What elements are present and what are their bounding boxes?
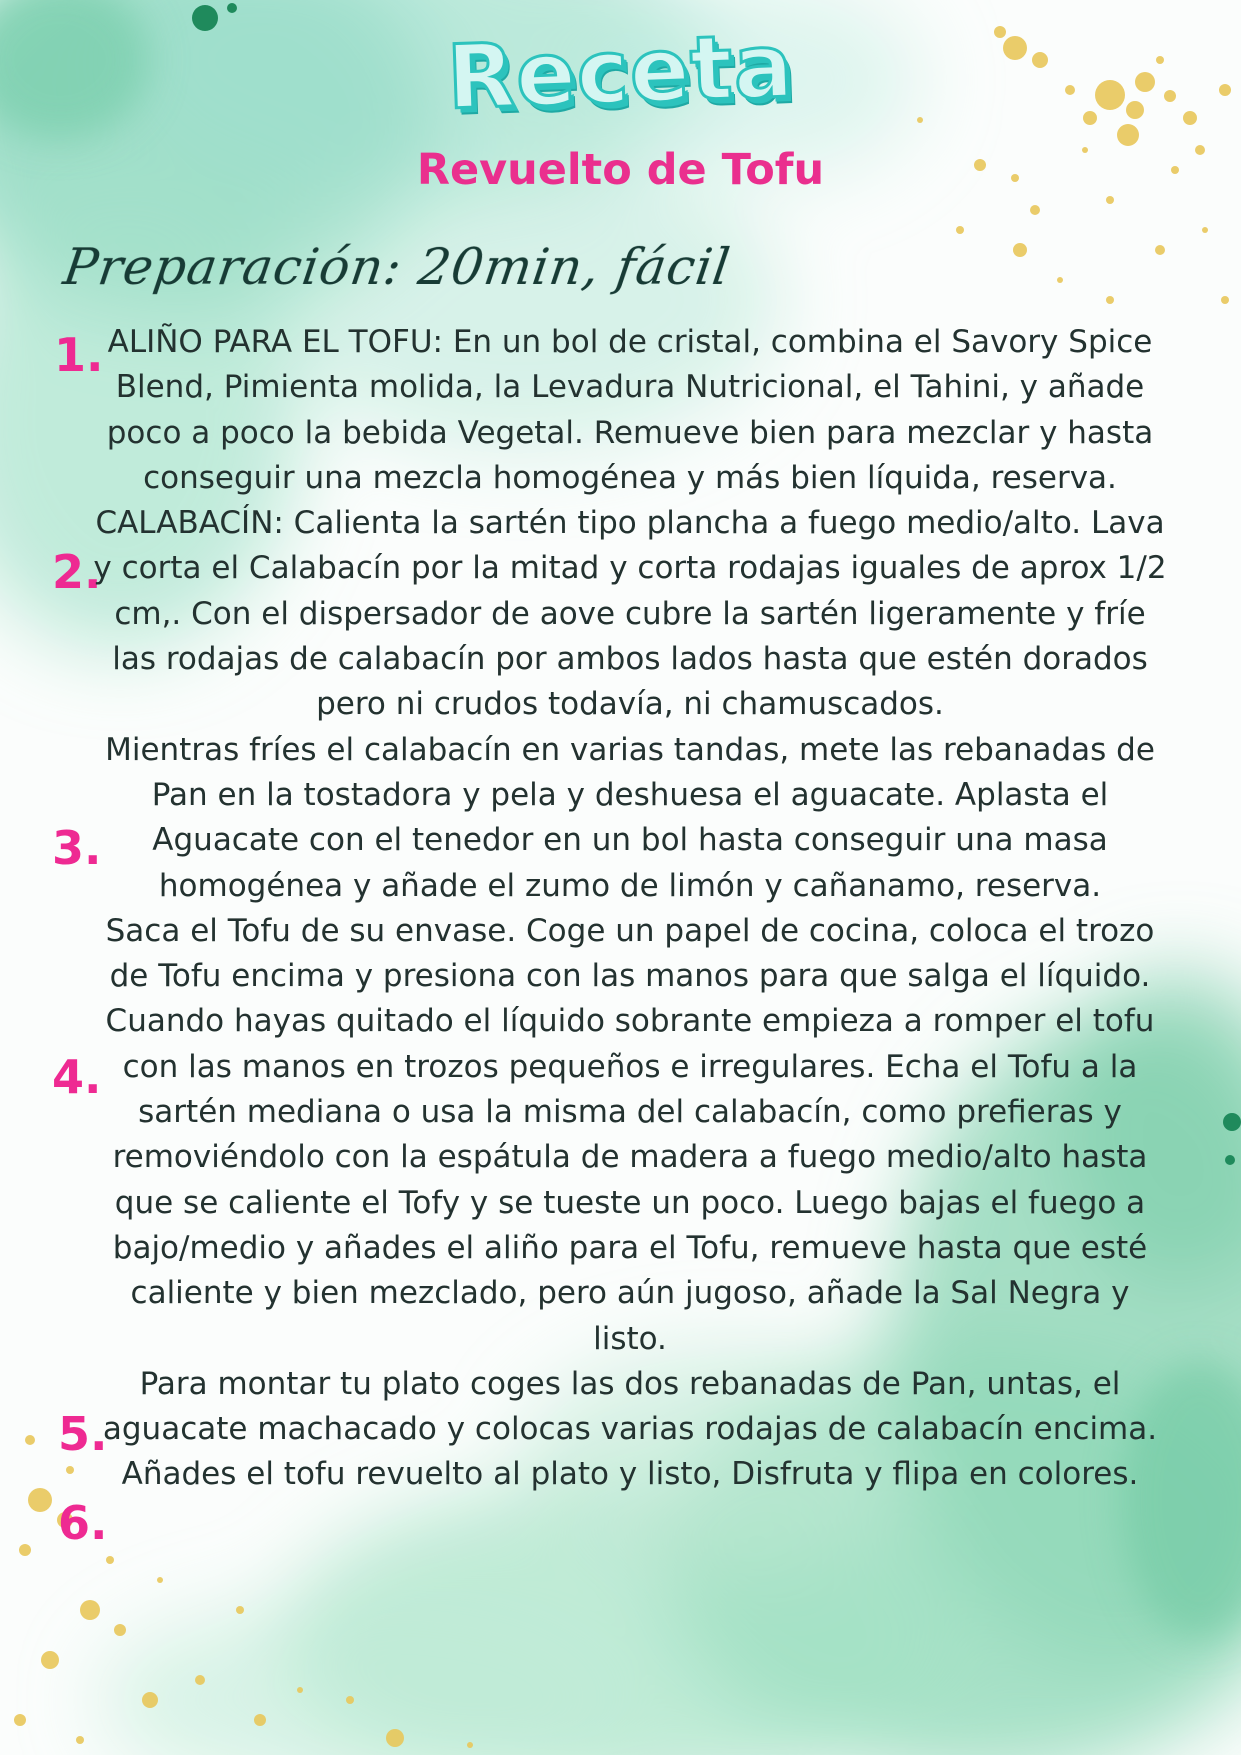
step-number-4: 4. bbox=[52, 1050, 102, 1104]
step-number-5: 5. bbox=[58, 1407, 108, 1461]
recipe-subtitle: Revuelto de Tofu bbox=[416, 145, 825, 195]
recipe-title: Receta bbox=[445, 13, 796, 130]
steps-list bbox=[90, 320, 1170, 1498]
step-text-6: Para montar tu plato coges las dos rebanadas de Pan, untas, el aguacate machacado y colocas varias rodajas de calabacín encima. Añades el tofu revuelto al plato y listo, Disfruta y flipa en colores. bbox=[102, 1365, 1158, 1493]
step-number-6: 6. bbox=[58, 1496, 108, 1550]
step-number-2: 2. bbox=[52, 545, 102, 599]
step-number-1: 1. bbox=[54, 328, 104, 382]
step-text-4: Saca el Tofu de su envase. Coge un papel de cocina, coloca el trozo de Tofu encima y presiona con las manos para que salga el líquido. Cuando hayas quitado el líquido sobrante empieza a romper el tofu con las manos en trozos pequeños e irregulares. Echa el Tofu a la sartén mediana o usa la misma del calabacín, como prefieras y removiéndolo con la espátula de madera a fuego medio/alto hasta que se caliente el Tofy y se tueste un poco. Luego bajas el fuego a bajo/medio y añades el aliño para el Tofu, remueve hasta que esté caliente y bien mezclado, pero aún jugoso, añade la Sal Negra y listo. bbox=[105, 912, 1155, 1357]
preparation-info: Preparación: 20min, fácil bbox=[59, 238, 735, 296]
step-text-3: Mientras fríes el calabacín en varias tandas, mete las rebanadas de Pan en la tostadora y pela y deshuesa el aguacate. Aplasta el Aguacate con el tenedor en un bol hasta conseguir una masa homogénea y añade el zumo de limón y cañanamo, reserva. bbox=[105, 731, 1155, 904]
step-number-3: 3. bbox=[52, 821, 102, 875]
step-text-1: ALIÑO PARA EL TOFU: En un bol de cristal, combina el Savory Spice Blend, Pimienta molida, la Levadura Nutricional, el Tahini, y añade poco a poco la bebida Vegetal. Remueve bien para mezclar y hasta conseguir una mezcla homogénea y más bien líquida, reserva. bbox=[106, 324, 1154, 496]
step-text-2: CALABACÍN: Calienta la sartén tipo plancha a fuego medio/alto. Lava y corta el Calabacín por la mitad y corta rodajas iguales de aprox 1/2 cm,. Con el dispersador de aove cubre la sartén ligeramente y fríe las rodajas de calabacín por ambos lados hasta que estén dorados pero ni crudos todavía, ni chamuscados. bbox=[93, 505, 1167, 723]
